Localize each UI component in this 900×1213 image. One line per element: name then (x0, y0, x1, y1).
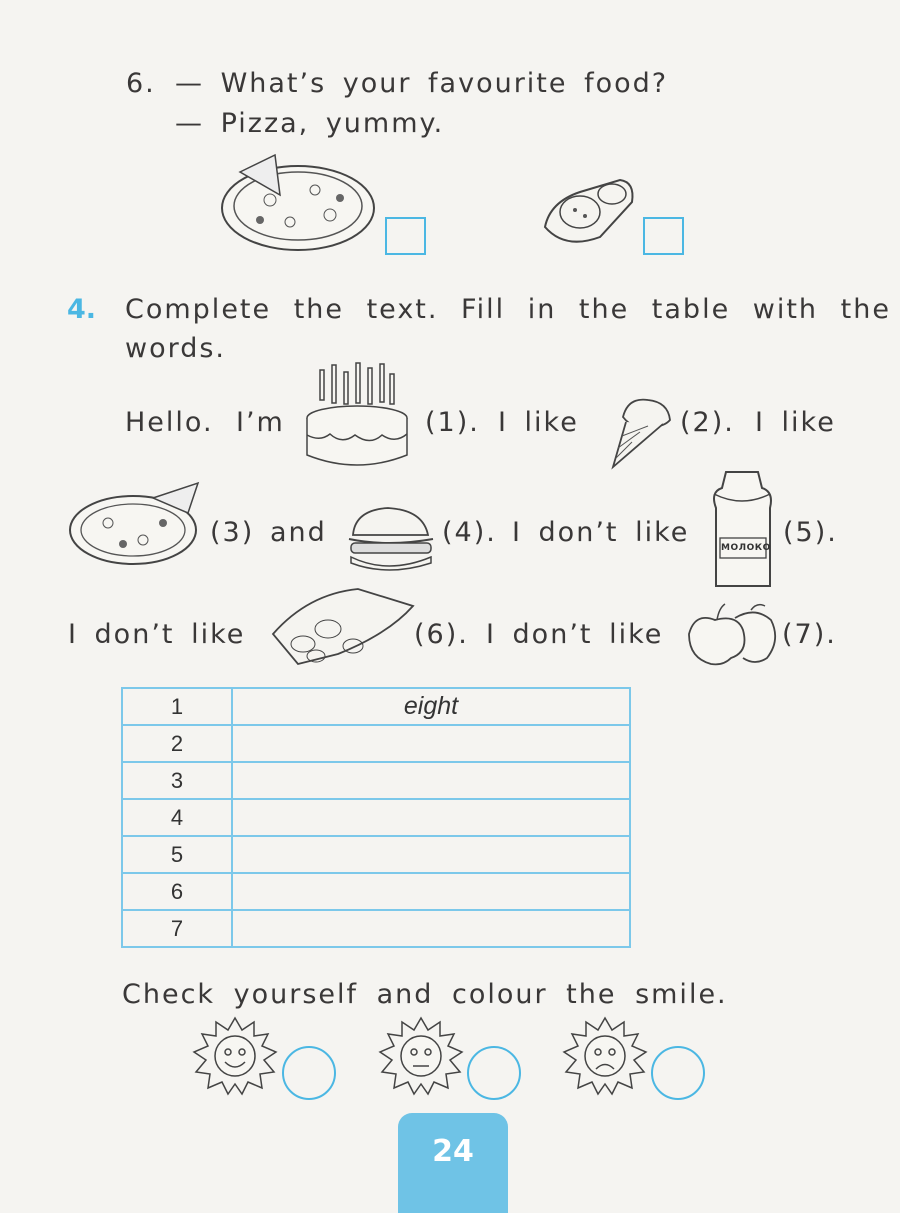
neutral-sun-icon (376, 1016, 466, 1096)
sad-sun-circle[interactable] (651, 1046, 705, 1100)
exercise-instruction-line2: words. (125, 333, 227, 364)
table-row (122, 836, 630, 873)
table-row (122, 762, 630, 799)
item6-number: 6. (126, 68, 156, 99)
pizza-image-2 (68, 478, 203, 568)
text-p3: (3) (210, 517, 255, 548)
table-row (122, 799, 630, 836)
text-p6: (6). (414, 619, 469, 650)
sandwich-checkbox[interactable] (643, 217, 684, 255)
sad-sun-icon (560, 1016, 650, 1096)
answers-table (121, 687, 631, 948)
burger-image (343, 505, 438, 575)
ice-cream-image (608, 392, 678, 472)
birthday-cake-image (300, 360, 415, 472)
text-ilike-2: I like (755, 407, 836, 438)
table-row (122, 688, 630, 725)
text-im: I’m (236, 407, 285, 438)
milk-bottle-image (708, 468, 776, 593)
table-row (122, 910, 630, 947)
table-row (122, 873, 630, 910)
text-dontlike-2: I don’t like (68, 619, 246, 650)
pizza-image (220, 150, 380, 255)
table-row (122, 725, 630, 762)
text-p5: (5). (783, 517, 838, 548)
text-p7: (7). (782, 619, 837, 650)
text-p4: (4). (442, 517, 497, 548)
answer-cell[interactable] (232, 836, 630, 873)
text-hello: Hello. (125, 407, 214, 438)
happy-sun-circle[interactable] (282, 1046, 336, 1100)
item6-question: — What’s your favourite food? (175, 68, 669, 99)
row-number: 6 (122, 873, 232, 910)
row-number: 3 (122, 762, 232, 799)
exercise-number: 4. (67, 294, 97, 325)
sandwich-image (540, 172, 635, 252)
row-number: 2 (122, 725, 232, 762)
answer-cell[interactable] (232, 799, 630, 836)
text-ilike-1: I like (498, 407, 579, 438)
neutral-sun-circle[interactable] (467, 1046, 521, 1100)
answer-cell[interactable] (232, 873, 630, 910)
crisps-image (268, 584, 416, 669)
row-number: 1 (122, 688, 232, 725)
exercise-instruction-line1: Complete the text. Fill in the table with the (125, 294, 891, 325)
page-number: 24 (398, 1113, 508, 1213)
row-number: 5 (122, 836, 232, 873)
happy-sun-icon (190, 1016, 280, 1096)
pizza-checkbox[interactable] (385, 217, 426, 255)
text-p1: (1). (425, 407, 480, 438)
answer-cell[interactable] (232, 725, 630, 762)
text-and: and (270, 517, 327, 548)
text-dontlike-3: I don’t like (486, 619, 664, 650)
check-yourself-text: Check yourself and colour the smile. (122, 979, 728, 1010)
text-p2: (2). (680, 407, 735, 438)
row-number: 4 (122, 799, 232, 836)
answer-cell[interactable] (232, 910, 630, 947)
milk-label: МОЛОКО (721, 543, 771, 553)
answer-cell[interactable]: eight (232, 688, 630, 725)
row-number: 7 (122, 910, 232, 947)
text-dontlike-1: I don’t like (512, 517, 690, 548)
answer-cell[interactable] (232, 762, 630, 799)
apples-image (685, 600, 780, 668)
item6-answer: — Pizza, yummy. (175, 108, 445, 139)
